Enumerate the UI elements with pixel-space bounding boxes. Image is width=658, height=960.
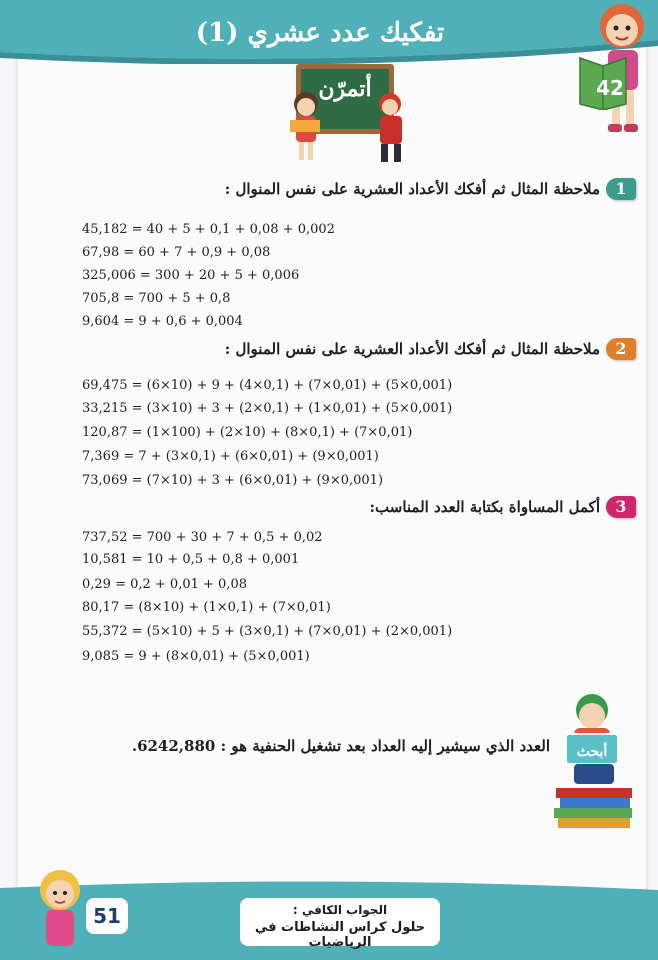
s2-line-5: 73,069 = (7×10) + 3 + (6×0,01) + (9×0,001) — [82, 473, 384, 488]
section-3-badge: 3 — [606, 496, 636, 518]
s1-line-3: 325,006 = 300 + 20 + 5 + 0,006 — [82, 268, 300, 283]
s3-line-3: 0,29 = 0,2 + 0,01 + 0,08 — [82, 577, 247, 592]
s2-line-3: 120,87 = (1×100) + (2×10) + (8×0,1) + (7×0,01) — [82, 425, 413, 440]
section-2-badge: 2 — [606, 338, 636, 360]
board-label: أتمرّن — [318, 76, 372, 102]
page-number: 51 — [86, 898, 128, 934]
s1-line-4: 705,8 = 700 + 5 + 0,8 — [82, 291, 231, 306]
page-title: تفكيك عدد عشري (1) — [195, 18, 445, 48]
s3-line-1: 737,52 = 700 + 30 + 7 + 0,5 + 0,02 — [82, 530, 323, 545]
section-2-instruction: ملاحظة المثال ثم أفكك الأعداد العشرية على نفس المنوال : — [224, 340, 600, 358]
s3-line-6: 9,085 = 9 + (8×0,01) + (5×0,001) — [82, 649, 310, 664]
section-1-heading — [225, 178, 636, 200]
section-1-badge: 1 — [606, 178, 636, 200]
s3-line-2: 10,581 = 10 + 0,5 + 0,8 + 0,001 — [82, 552, 300, 567]
s3-line-4: 80,17 = (8×10) + (1×0,1) + (7×0,01) — [82, 600, 331, 615]
kids-at-board-illustration — [286, 86, 416, 166]
s1-line-1: 45,182 = 40 + 5 + 0,1 + 0,08 + 0,002 — [82, 222, 335, 237]
boy-reading-illustration — [552, 688, 636, 830]
s2-line-2: 33,215 = (3×10) + 3 + (2×0,1) + (1×0,01) + (5×0,001) — [82, 401, 453, 416]
girl-thinking-illustration — [28, 866, 92, 956]
section-3-heading — [369, 496, 636, 518]
page-badge: 42 — [596, 76, 624, 100]
s3-line-5: 55,372 = (5×10) + 5 + (3×0,1) + (7×0,01) + (2×0,001) — [82, 624, 453, 639]
s1-line-2: 67,98 = 60 + 7 + 0,9 + 0,08 — [82, 245, 271, 260]
footer-line-1: الجواب الكافي : — [292, 903, 388, 917]
final-answer-sentence: العدد الذي سيشير إليه العداد بعد تشغيل الحنفية هو : 6242,880. — [131, 737, 550, 755]
section-3-instruction: أكمل المساواة بكتابة العدد المناسب: — [369, 498, 600, 516]
section-1-instruction: ملاحظة المثال ثم أفكك الأعداد العشرية على نفس المنوال : — [224, 180, 600, 198]
footer-box — [240, 898, 440, 950]
s2-line-4: 7,369 = 7 + (3×0,1) + (6×0,01) + (9×0,001) — [82, 449, 379, 464]
footer-line-2: حلول كراس النشاطات في الرياضيات — [254, 920, 426, 950]
s2-line-1: 69,475 = (6×10) + 9 + (4×0,1) + (7×0,01) + (5×0,001) — [82, 378, 453, 393]
s1-line-5: 9,604 = 9 + 0,6 + 0,004 — [82, 314, 243, 329]
research-label: أبحث — [576, 744, 608, 760]
section-2-heading — [225, 338, 636, 360]
